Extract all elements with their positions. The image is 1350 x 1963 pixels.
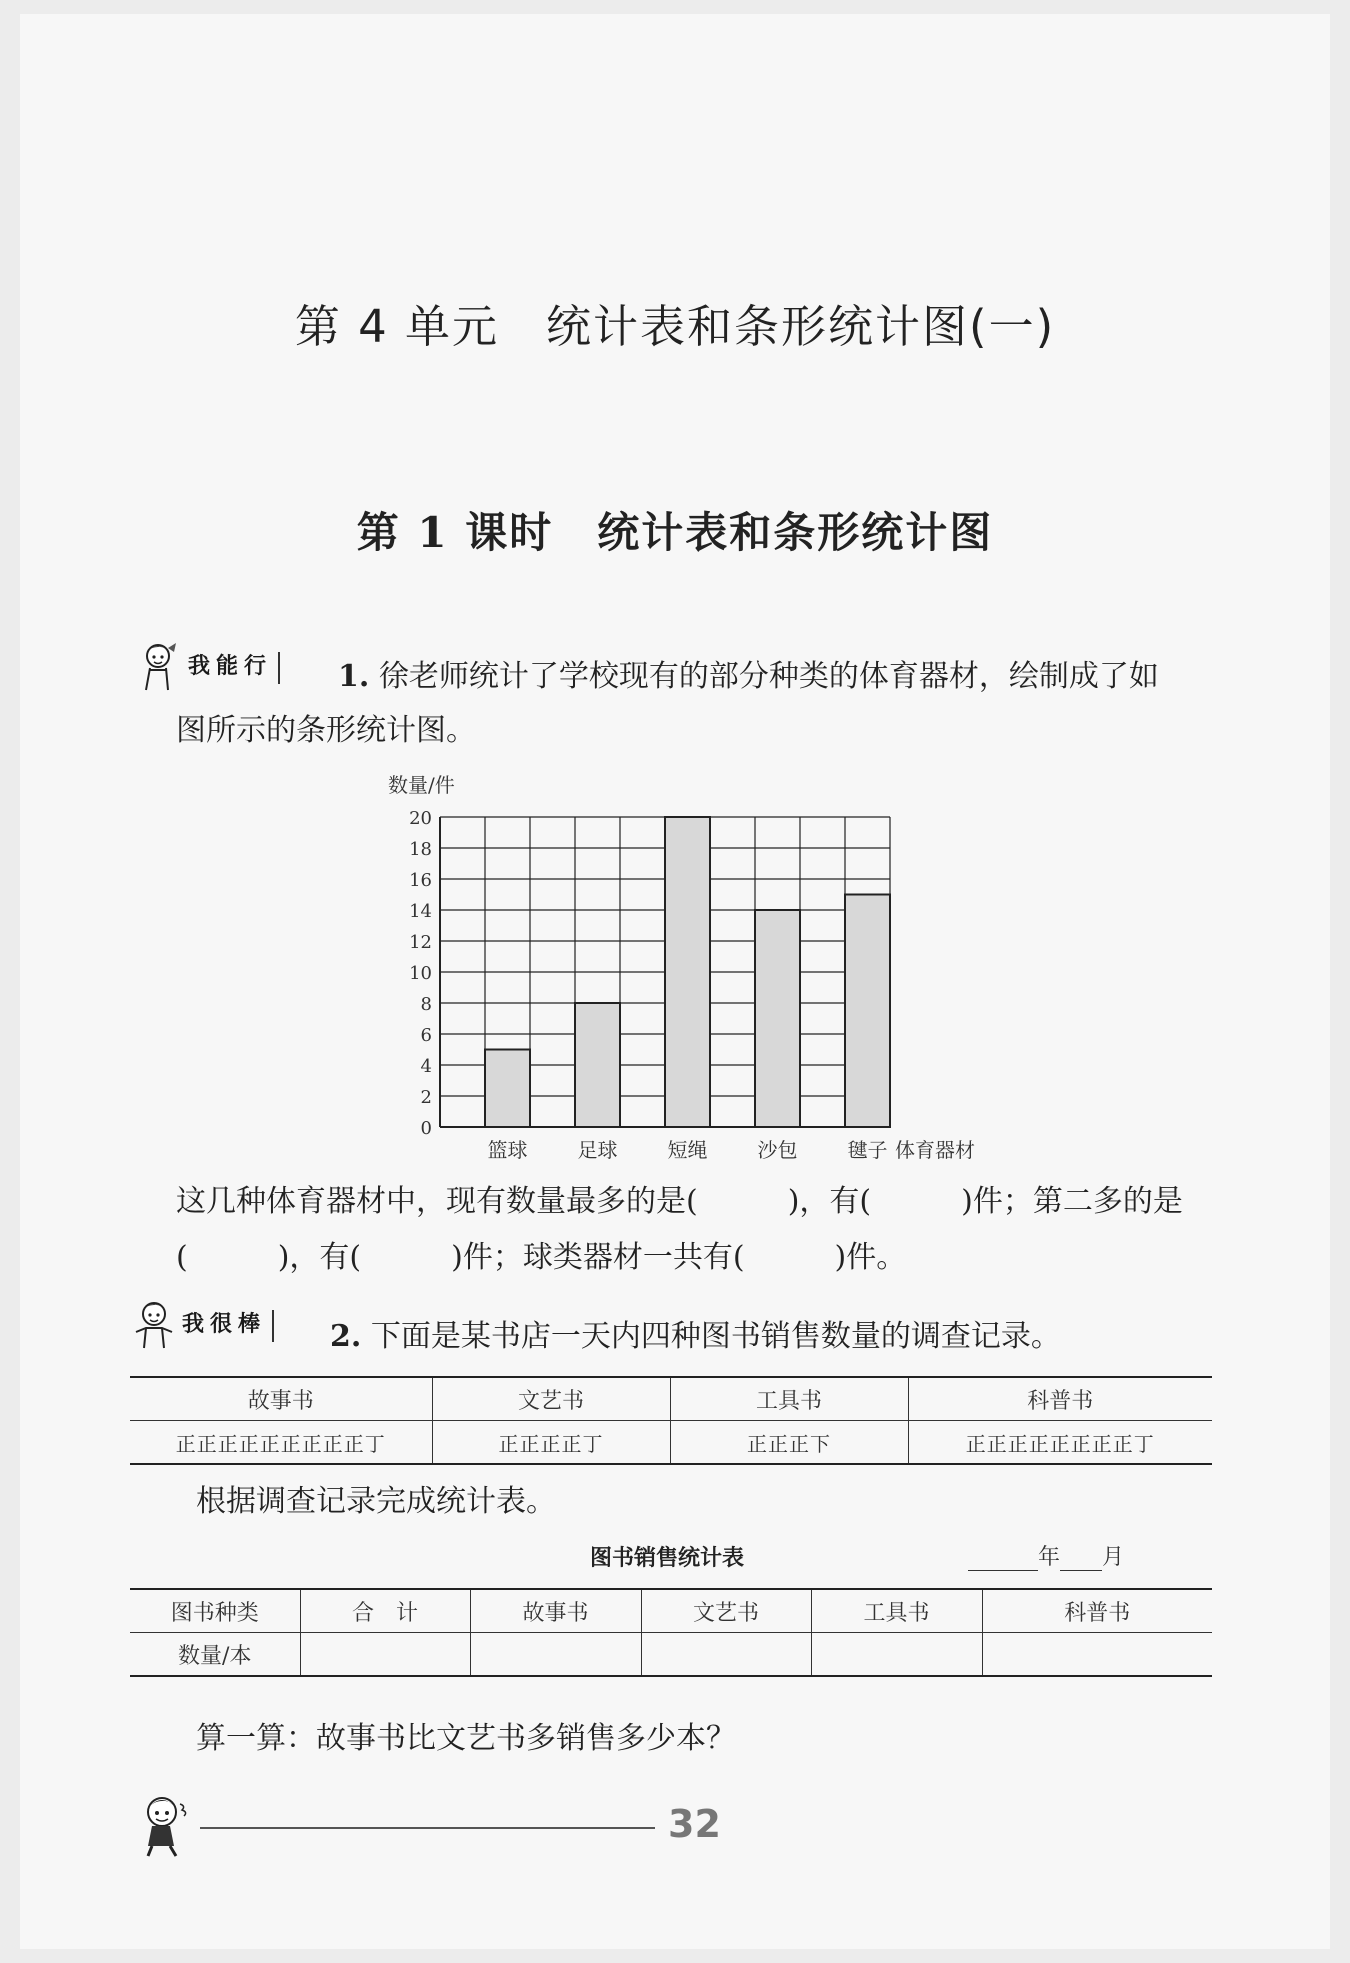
y-tick-label: 12 bbox=[409, 932, 432, 953]
y-tick-label: 20 bbox=[409, 808, 432, 829]
stat-row-label: 数量/本 bbox=[130, 1633, 300, 1677]
answer-cell-total[interactable] bbox=[300, 1633, 470, 1677]
question1-line1: 这几种体育器材中，现有数量最多的是( )，有( )件；第二多的是 bbox=[176, 1184, 1183, 1219]
answer-cell-story[interactable] bbox=[470, 1633, 641, 1677]
stat-header-cell: 文艺书 bbox=[641, 1589, 811, 1633]
chart-svg bbox=[380, 770, 1020, 1170]
year-label: 年 bbox=[1038, 1545, 1061, 1570]
stat-header-cell: 合 计 bbox=[300, 1589, 470, 1633]
tally-cell: 正正正正丁 bbox=[432, 1421, 670, 1465]
record-table-header-row bbox=[130, 1377, 1212, 1421]
mascot-girl-icon bbox=[132, 1298, 174, 1354]
footer-rule bbox=[200, 1827, 655, 1829]
y-tick-label: 18 bbox=[409, 839, 432, 860]
tally-cell: 正正正正正正正正丁 bbox=[908, 1421, 1212, 1465]
section1-text-line1 bbox=[338, 650, 1238, 704]
section2-text bbox=[330, 1310, 1061, 1364]
section2-badge-label: 我很棒 bbox=[180, 1310, 274, 1342]
answer-cell-literature[interactable] bbox=[641, 1633, 811, 1677]
bar bbox=[845, 895, 890, 1128]
y-tick-label: 4 bbox=[420, 1056, 432, 1077]
stat-table-header-row bbox=[130, 1589, 1212, 1633]
stat-table-quantity-row bbox=[130, 1633, 1212, 1677]
section2-badge bbox=[132, 1298, 274, 1354]
record-header-cell: 工具书 bbox=[670, 1377, 908, 1421]
question-1-text: 徐老师统计了学校现有的部分种类的体育器材，绘制成了如 bbox=[378, 659, 1159, 694]
mascot-girl-icon bbox=[138, 640, 180, 696]
survey-record-table bbox=[130, 1376, 1212, 1465]
x-category-label: 沙包 bbox=[757, 1138, 798, 1162]
question-2-text: 下面是某书店一天内四种图书销售数量的调查记录。 bbox=[370, 1319, 1061, 1354]
y-tick-label: 2 bbox=[420, 1087, 432, 1108]
question1-line2: ( )，有( )件；球类器材一共有( )件。 bbox=[176, 1240, 907, 1275]
stat-header-cell: 故事书 bbox=[470, 1589, 641, 1633]
y-tick-label: 10 bbox=[409, 963, 432, 984]
section1-text-line2: 图所示的条形统计图。 bbox=[176, 713, 476, 748]
calc-question: 算一算：故事书比文艺书多销售多少本？ bbox=[196, 1721, 736, 1756]
x-category-label: 篮球 bbox=[487, 1138, 528, 1162]
answer-cell-science[interactable] bbox=[982, 1633, 1212, 1677]
x-axis-title: 体育器材 bbox=[895, 1138, 975, 1162]
mascot-boy-icon bbox=[130, 1790, 200, 1860]
answer-cell-reference[interactable] bbox=[811, 1633, 982, 1677]
bar bbox=[485, 1050, 530, 1128]
x-category-label: 毽子 bbox=[847, 1138, 888, 1162]
record-header-cell: 文艺书 bbox=[432, 1377, 670, 1421]
month-blank[interactable] bbox=[1060, 1546, 1102, 1571]
bar bbox=[575, 1003, 620, 1127]
section1-badge-label: 我能行 bbox=[186, 652, 280, 684]
y-tick-label: 14 bbox=[409, 901, 432, 922]
book-sales-stat-table bbox=[130, 1588, 1212, 1677]
y-tick-label: 0 bbox=[420, 1118, 432, 1139]
record-header-cell: 故事书 bbox=[130, 1377, 432, 1421]
month-label: 月 bbox=[1102, 1545, 1125, 1570]
y-tick-label: 6 bbox=[420, 1025, 432, 1046]
y-tick-label: 16 bbox=[409, 870, 432, 891]
tally-cell: 正正正正正正正正正丁 bbox=[130, 1421, 432, 1465]
lesson-title: 第 1 课时 统计表和条形统计图 bbox=[356, 508, 994, 557]
x-category-label: 足球 bbox=[577, 1138, 618, 1162]
stat-table-title: 图书销售统计表 bbox=[590, 1546, 745, 1571]
date-field bbox=[968, 1540, 1124, 1571]
record-header-cell: 科普书 bbox=[908, 1377, 1212, 1421]
question-2-number: 2. bbox=[330, 1319, 362, 1354]
bar bbox=[665, 817, 710, 1127]
unit-title: 第 4 单元 统计表和条形统计图(一) bbox=[294, 300, 1056, 353]
stat-header-cell: 科普书 bbox=[982, 1589, 1212, 1633]
section1-badge bbox=[138, 640, 280, 696]
y-tick-label: 8 bbox=[420, 994, 432, 1015]
y-axis-title: 数量/件 bbox=[388, 773, 455, 797]
question-1-number: 1. bbox=[338, 659, 370, 694]
stat-header-cell: 图书种类 bbox=[130, 1589, 300, 1633]
tally-cell: 正正正下 bbox=[670, 1421, 908, 1465]
bar bbox=[755, 910, 800, 1127]
page-number: 32 bbox=[668, 1802, 721, 1846]
equipment-bar-chart bbox=[380, 770, 1020, 1170]
year-blank[interactable] bbox=[968, 1546, 1038, 1571]
stat-header-cell: 工具书 bbox=[811, 1589, 982, 1633]
record-table-tally-row bbox=[130, 1421, 1212, 1465]
instruction-text: 根据调查记录完成统计表。 bbox=[196, 1484, 556, 1519]
x-category-label: 短绳 bbox=[667, 1138, 708, 1162]
